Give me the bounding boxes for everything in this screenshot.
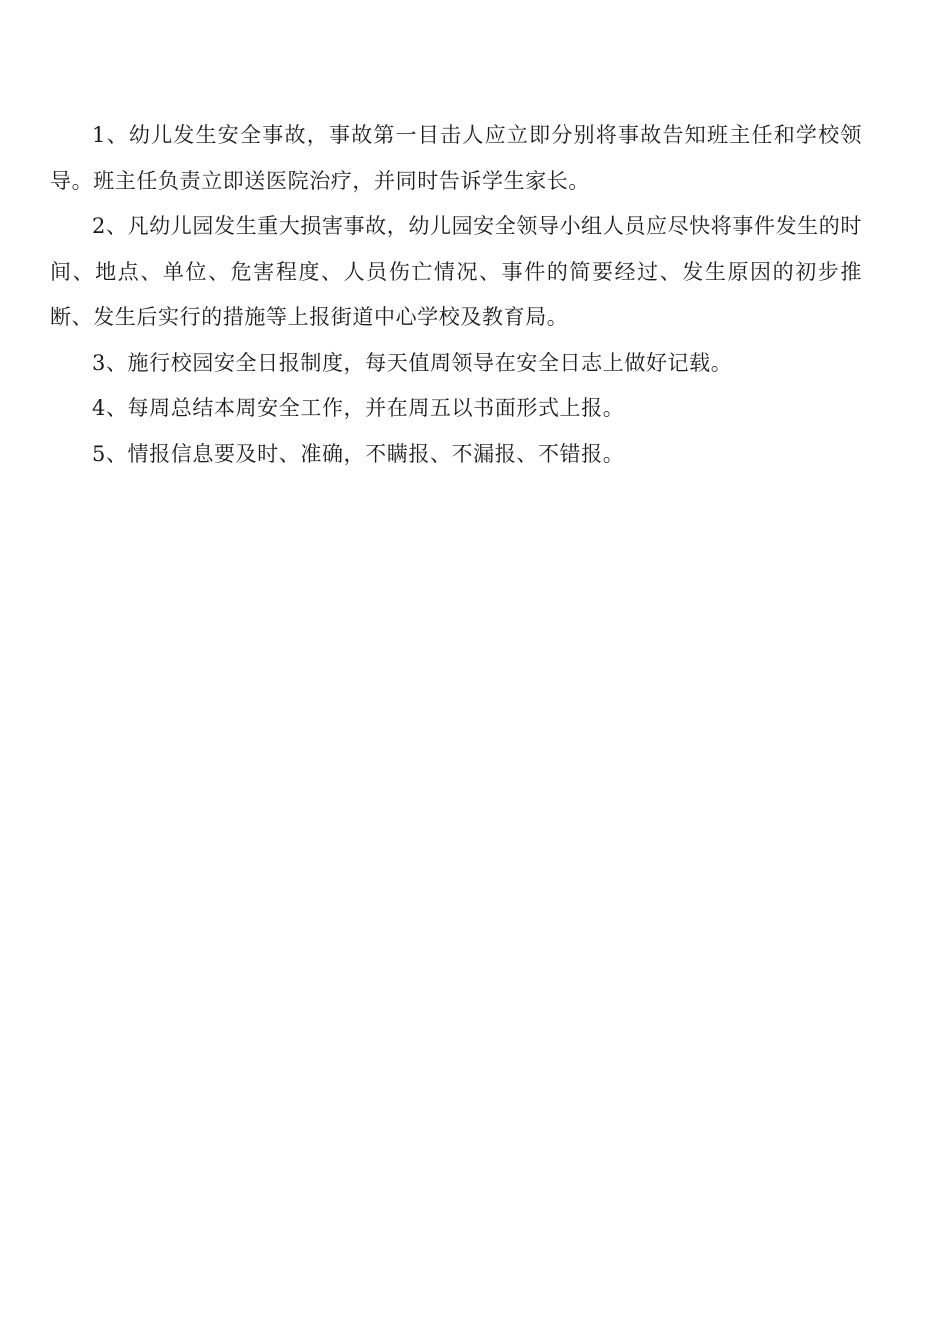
paragraph-3: 3、施行校园安全日报制度，每天值周领导在安全日志上做好记载。 [92,350,733,375]
document-body [50,113,862,477]
paragraph-4: 4、每周总结本周安全工作，并在周五以书面形式上报。 [92,396,625,420]
paragraph-2: 2、凡幼儿园发生重大损害事故，幼儿园安全领导小组人员应尽快将事件发生的时间、地点、单位、危害程度、人员伤亡情况、事件的简要经过、发生原因的初步推断、发生后实行的措施等上报街道中心学校及教育局。 [50,214,862,329]
paragraph-1: 1、幼儿发生安全事故，事故第一目击人应立即分别将事故告知班主任和学校领导。班主任负责立即送医院治疗，并同时告诉学生家长。 [50,123,862,193]
paragraph-5: 5、情报信息要及时、准确，不瞒报、不漏报、不错报。 [92,441,625,466]
